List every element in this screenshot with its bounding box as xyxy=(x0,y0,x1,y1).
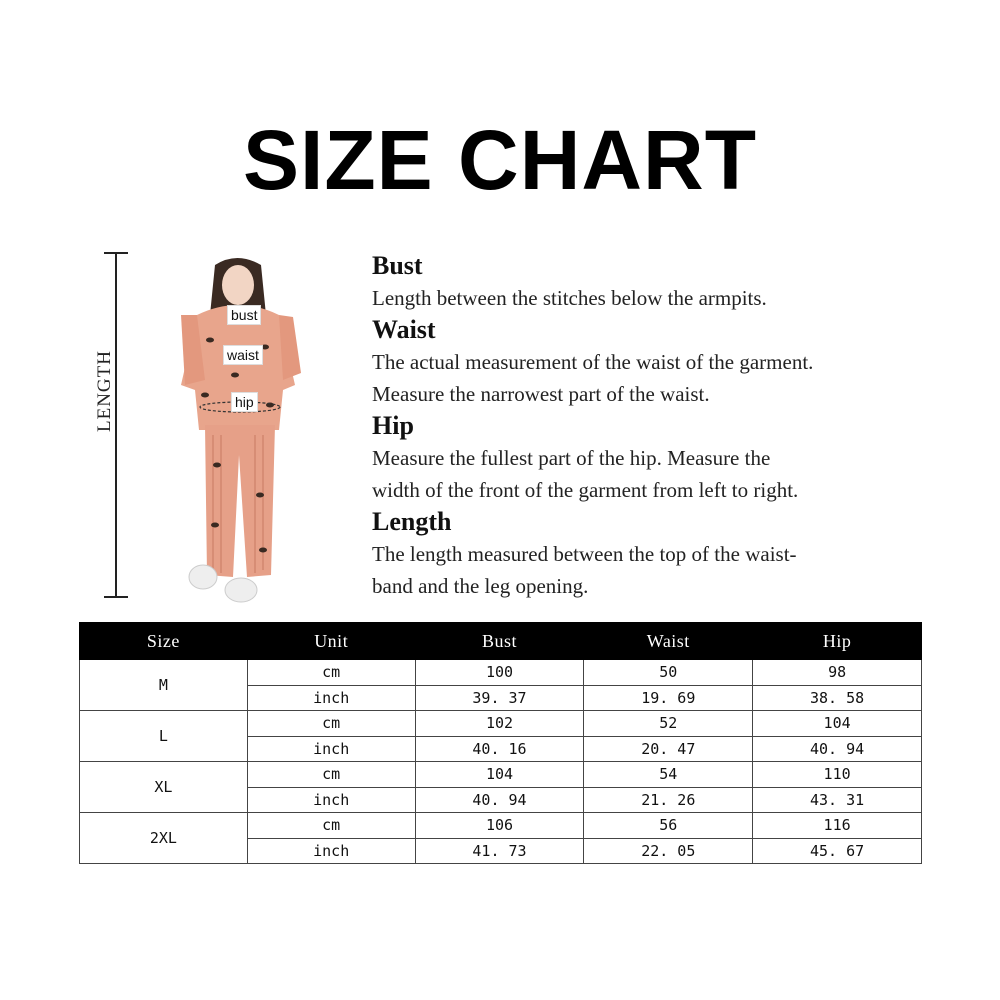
header-size: Size xyxy=(80,623,248,660)
table-header-row xyxy=(80,623,922,660)
waist-cell: 52 xyxy=(584,711,753,737)
size-cell: XL xyxy=(80,762,248,813)
table-row xyxy=(80,711,922,737)
unit-cell: inch xyxy=(247,685,415,711)
hip-cell: 110 xyxy=(753,762,922,788)
bust-cell: 41. 73 xyxy=(415,838,584,864)
size-cell: M xyxy=(80,660,248,711)
waist-cell: 54 xyxy=(584,762,753,788)
hip-cell: 98 xyxy=(753,660,922,686)
waist-tag: waist xyxy=(223,345,263,365)
bust-cell: 39. 37 xyxy=(415,685,584,711)
bust-cell: 104 xyxy=(415,762,584,788)
hip-cell: 43. 31 xyxy=(753,787,922,813)
def-bust-line: Length between the stitches below the armpits. xyxy=(372,286,767,310)
unit-cell: inch xyxy=(247,838,415,864)
measurement-descriptions xyxy=(372,250,972,602)
waist-cell: 19. 69 xyxy=(584,685,753,711)
def-length-line: The length measured between the top of the waist- xyxy=(372,542,797,566)
waist-cell: 21. 26 xyxy=(584,787,753,813)
table-row xyxy=(80,813,922,839)
size-cell: L xyxy=(80,711,248,762)
bust-cell: 40. 94 xyxy=(415,787,584,813)
bust-cell: 100 xyxy=(415,660,584,686)
waist-cell: 20. 47 xyxy=(584,736,753,762)
unit-cell: cm xyxy=(247,762,415,788)
model-figure xyxy=(175,255,305,605)
header-hip: Hip xyxy=(753,623,922,660)
hip-cell: 104 xyxy=(753,711,922,737)
bust-cell: 102 xyxy=(415,711,584,737)
waist-cell: 56 xyxy=(584,813,753,839)
hip-cell: 116 xyxy=(753,813,922,839)
term-bust: Bust xyxy=(372,251,423,280)
term-hip: Hip xyxy=(372,411,414,440)
def-length-line: band and the leg opening. xyxy=(372,574,589,598)
def-hip-line: Measure the fullest part of the hip. Measure the xyxy=(372,446,771,470)
bust-cell: 40. 16 xyxy=(415,736,584,762)
unit-cell: inch xyxy=(247,787,415,813)
header-unit: Unit xyxy=(247,623,415,660)
def-waist-line: Measure the narrowest part of the waist. xyxy=(372,382,710,406)
hip-tag: hip xyxy=(231,392,258,412)
unit-cell: cm xyxy=(247,813,415,839)
hip-cell: 38. 58 xyxy=(753,685,922,711)
hip-cell: 45. 67 xyxy=(753,838,922,864)
unit-cell: inch xyxy=(247,736,415,762)
bust-tag: bust xyxy=(227,305,261,325)
table-row xyxy=(80,762,922,788)
hip-cell: 40. 94 xyxy=(753,736,922,762)
header-bust: Bust xyxy=(415,623,584,660)
def-waist-line: The actual measurement of the waist of the garment. xyxy=(372,350,814,374)
bust-cell: 106 xyxy=(415,813,584,839)
waist-cell: 50 xyxy=(584,660,753,686)
size-cell: 2XL xyxy=(80,813,248,864)
table-row xyxy=(80,660,922,686)
size-table xyxy=(79,622,922,864)
unit-cell: cm xyxy=(247,660,415,686)
term-waist: Waist xyxy=(372,315,436,344)
page-title: SIZE CHART xyxy=(243,113,757,207)
def-hip-line: width of the front of the garment from left to right. xyxy=(372,478,799,502)
term-length: Length xyxy=(372,507,452,536)
waist-cell: 22. 05 xyxy=(584,838,753,864)
length-label: LENGTH xyxy=(94,350,115,432)
header-waist: Waist xyxy=(584,623,753,660)
unit-cell: cm xyxy=(247,711,415,737)
